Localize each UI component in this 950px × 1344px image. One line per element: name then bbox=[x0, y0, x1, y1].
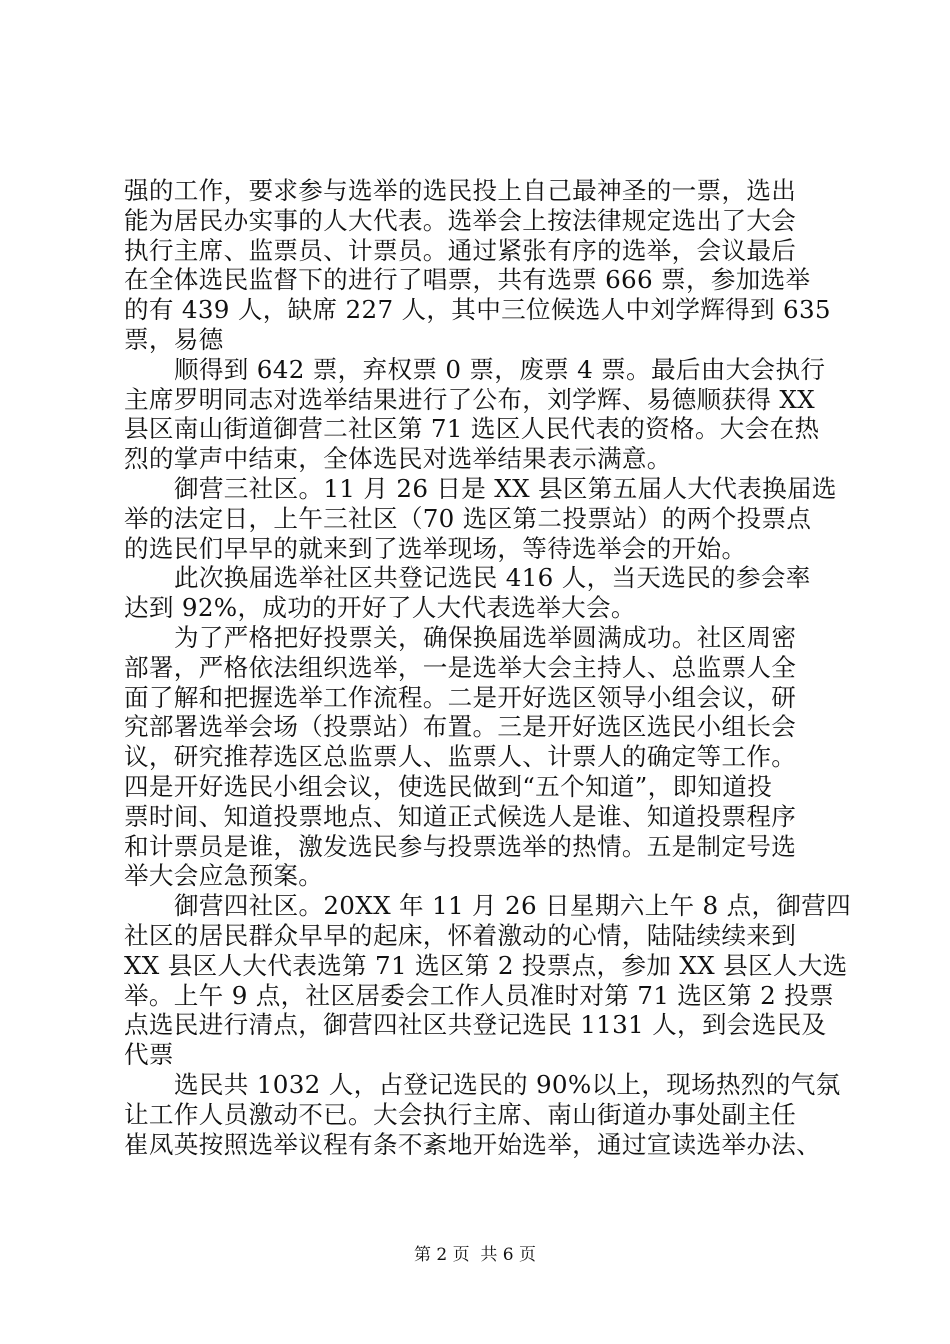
paragraph-first-line: 此次换届选举社区共登记选民 416 人，当天选民的参会率 bbox=[174, 563, 811, 593]
paragraph-first-line: 为了严格把好投票关，确保换届选举圆满成功。社区周密 bbox=[174, 622, 797, 652]
body-line: 执行主席、监票员、计票员。通过紧张有序的选举，会议最后 bbox=[124, 235, 797, 265]
page-number-footer: 第 2 页 共 6 页 bbox=[413, 1245, 537, 1265]
body-line: 让工作人员激动不已。大会执行主席、南山街道办事处副主任 bbox=[124, 1099, 797, 1129]
body-line: 烈的掌声中结束，全体选民对选举结果表示满意。 bbox=[124, 444, 672, 474]
body-line: 四是开好选民小组会议，使选民做到“五个知道”，即知道投 bbox=[124, 771, 773, 801]
body-line: 点选民进行清点，御营四社区共登记选民 1131 人，到会选民及 bbox=[124, 1010, 827, 1040]
document-body bbox=[124, 176, 852, 1159]
body-line: 举的法定日，上午三社区（70 选区第二投票站）的两个投票点 bbox=[124, 503, 812, 533]
body-line: 在全体选民监督下的进行了唱票，共有选票 666 票，参加选举 bbox=[124, 265, 811, 295]
body-line: XX 县区人大代表选第 71 选区第 2 投票点，参加 XX 县区人大选 bbox=[124, 950, 848, 980]
paragraph-first-line: 御营四社区。20XX 年 11 月 26 日星期六上午 8 点，御营四 bbox=[174, 891, 852, 921]
paragraph-first-line: 御营三社区。11 月 26 日是 XX 县区第五届人大代表换届选 bbox=[174, 473, 837, 503]
body-line: 的选民们早早的就来到了选举现场，等待选举会的开始。 bbox=[124, 533, 747, 563]
body-line: 票时间、知道投票地点、知道正式候选人是谁、知道投票程序 bbox=[124, 801, 797, 831]
body-line: 崔凤英按照选举议程有条不紊地开始选举，通过宣读选举办法、 bbox=[124, 1129, 822, 1159]
paragraph-first-line: 选民共 1032 人，占登记选民的 90%以上，现场热烈的气氛 bbox=[174, 1069, 841, 1099]
body-line: 社区的居民群众早早的起床，怀着激动的心情，陆陆续续来到 bbox=[124, 920, 797, 950]
body-line: 和计票员是谁，激发选民参与投票选举的热情。五是制定号选 bbox=[124, 831, 797, 861]
body-line: 县区南山街道御营二社区第 71 选区人民代表的资格。大会在热 bbox=[124, 414, 820, 444]
body-line: 代票 bbox=[124, 1040, 174, 1070]
body-line: 主席罗明同志对选举结果进行了公布，刘学辉、易德顺获得 XX bbox=[124, 384, 815, 414]
body-line: 举大会应急预案。 bbox=[124, 861, 324, 891]
body-line: 能为居民办实事的人大代表。选举会上按法律规定选出了大会 bbox=[124, 205, 797, 235]
body-line: 究部署选举会场（投票站）布置。三是开好选区选民小组长会 bbox=[124, 712, 797, 742]
body-line: 票，易德 bbox=[124, 324, 224, 354]
body-line: 部署，严格依法组织选举，一是选举大会主持人、总监票人全 bbox=[124, 652, 797, 682]
paragraph-first-line: 顺得到 642 票，弃权票 0 票，废票 4 票。最后由大会执行 bbox=[174, 354, 826, 384]
body-line: 强的工作，要求参与选举的选民投上自己最神圣的一票，选出 bbox=[124, 176, 797, 205]
body-line: 议，研究推荐选区总监票人、监票人、计票人的确定等工作。 bbox=[124, 742, 797, 772]
body-line: 面了解和把握选举工作流程。二是开好选区领导小组会议，研 bbox=[124, 682, 797, 712]
body-line: 达到 92%，成功的开好了人大代表选举大会。 bbox=[124, 593, 636, 623]
body-line: 的有 439 人，缺席 227 人，其中三位候选人中刘学辉得到 635 bbox=[124, 295, 831, 325]
body-line: 举。上午 9 点，社区居委会工作人员准时对第 71 选区第 2 投票 bbox=[124, 980, 834, 1010]
